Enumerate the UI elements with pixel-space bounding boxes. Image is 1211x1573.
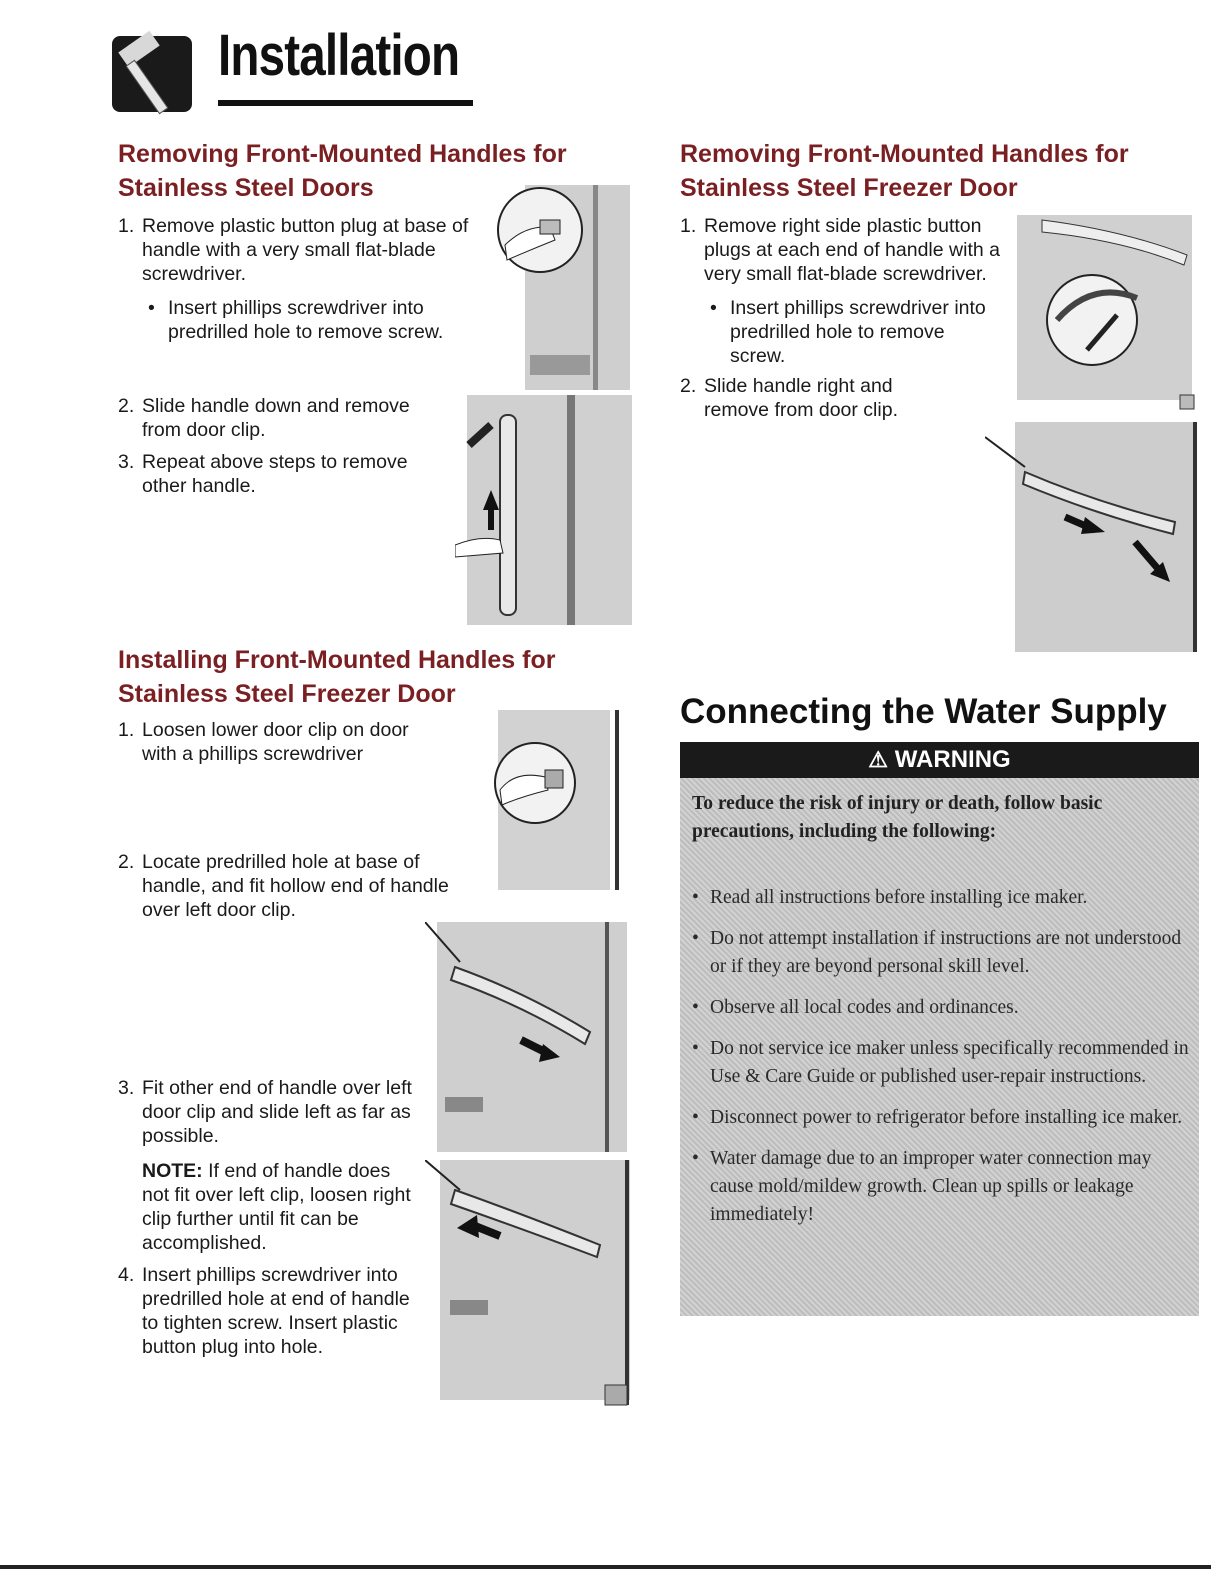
step-item: 1. Loosen lower door clip on door with a phillips screwdriver [118,719,409,765]
warning-item: • Read all instructions before installing ice maker. [692,884,1192,912]
step-text: Insert phillips screwdriver into predrilled hole at end of handle to tighten screw. Insert plastic button plug into hole. [142,1264,410,1358]
step-item: 3. Fit other end of handle over left door clip and slide left as far as possible. NOTE: If end of handle does not fit over left clip, loosen right clip further until fit can be accomplished. [118,1077,412,1254]
remove-doors-heading-line2: Stainless Steel Doors [118,174,374,202]
warning-item: • Do not service ice maker unless specifically recommended in Use & Care Guide or published user-repair instructions. [692,1035,1192,1091]
warning-item: • Water damage due to an improper water connection may cause mold/mildew growth. Clean up spills or leakage immediately! [692,1145,1192,1229]
step-text: Slide handle down and remove from door clip. [142,395,410,441]
step-item: 4. Insert phillips screwdriver into predrilled hole at end of handle to tighten screw. Insert plastic button plug into hole. [118,1264,410,1358]
remove-freezer-heading-line1: Removing Front-Mounted Handles for [680,140,1129,168]
warning-item: • Disconnect power to refrigerator before installing ice maker. [692,1104,1192,1132]
warning-list [692,884,1192,1242]
remove-doors-heading-line1: Removing Front-Mounted Handles for [118,140,567,168]
step-bullet: • Insert phillips screwdriver into predrilled hole to remove screw. [704,296,1005,368]
title-underline [218,100,473,106]
loosen-clip-illustration [490,705,635,895]
remove-doors-steps [118,214,493,352]
water-supply-heading: Connecting the Water Supply [680,692,1167,731]
step-text: Remove plastic button plug at base of handle with a very small flat-blade screwdriver. [142,215,469,285]
warning-body [680,778,1199,1316]
warning-bar [680,742,1199,778]
install-steps-1 [118,718,448,774]
step-text: Fit other end of handle over left door clip and slide left as far as possible. [142,1077,412,1147]
warning-triangle-icon: ⚠ [868,747,889,772]
step-item: 2. Locate predrilled hole at base of handle, and fit hollow end of handle over left door clip. [118,851,449,921]
step-text: Remove right side plastic button plugs at each end of handle with a very small flat-blade screwdriver. [704,215,1000,285]
warning-item: • Do not attempt installation if instructions are not understood or if they are beyond personal skill level. [692,925,1192,981]
step-text: Locate predrilled hole at base of handle, and fit hollow end of handle over left door clip. [142,851,449,921]
remove-freezer-plug-illustration [1012,210,1197,415]
install-steps-3 [118,1076,418,1367]
step-item: 1. Remove plastic button plug at base of handle with a very small flat-blade screwdriver. • Insert phillips screwdriver into predrilled hole to remove screw. [118,214,512,344]
remove-plug-illustration [495,185,635,390]
step-item: 2. Slide handle down and remove from door clip. [118,395,410,441]
step-bullet: • Insert phillips screwdriver into predrilled hole to remove screw. [142,296,478,344]
remove-freezer-heading-line2: Stainless Steel Freezer Door [680,174,1018,202]
step-item: 1. Remove right side plastic button plugs at each end of handle with a very small flat-blade screwdriver. • Insert phillips screwdriver into predrilled hole to remove screw. [680,214,1009,368]
remove-doors-steps-2 [118,394,448,506]
step-text: Loosen lower door clip on door with a phillips screwdriver [142,719,409,765]
hammer-icon [112,30,198,116]
note-label: NOTE: [142,1160,203,1182]
install-steps-2 [118,850,458,930]
slide-handle-down-illustration [455,395,635,625]
install-freezer-heading [118,643,638,711]
step-text: Repeat above steps to remove other handle. [142,451,408,497]
fit-handle-left-illustration [425,922,630,1152]
step-note [142,1159,412,1255]
slide-handle-right-illustration [985,422,1200,652]
remove-freezer-heading [680,137,1200,205]
install-freezer-heading-line2: Stainless Steel Freezer Door [118,680,456,708]
warning-label: WARNING [894,746,1011,773]
remove-freezer-steps [680,214,1010,430]
tighten-screw-illustration [425,1160,635,1410]
step-item: 3. Repeat above steps to remove other handle. [118,451,408,497]
warning-box [680,742,1199,1317]
step-text: Slide handle right and remove from door clip. [704,375,898,421]
install-freezer-heading-line1: Installing Front-Mounted Handles for [118,646,556,674]
page-title: Installation [218,23,460,88]
step-item: 2. Slide handle right and remove from door clip. [680,375,898,421]
warning-item: • Observe all local codes and ordinances. [692,994,1192,1022]
page-bottom-rule [0,1565,1211,1569]
note-text: If end of handle does not fit over left clip, loosen right clip further until fit can be accomplished. [142,1160,411,1254]
warning-intro: To reduce the risk of injury or death, follow basic precautions, including the following: [692,793,1103,842]
